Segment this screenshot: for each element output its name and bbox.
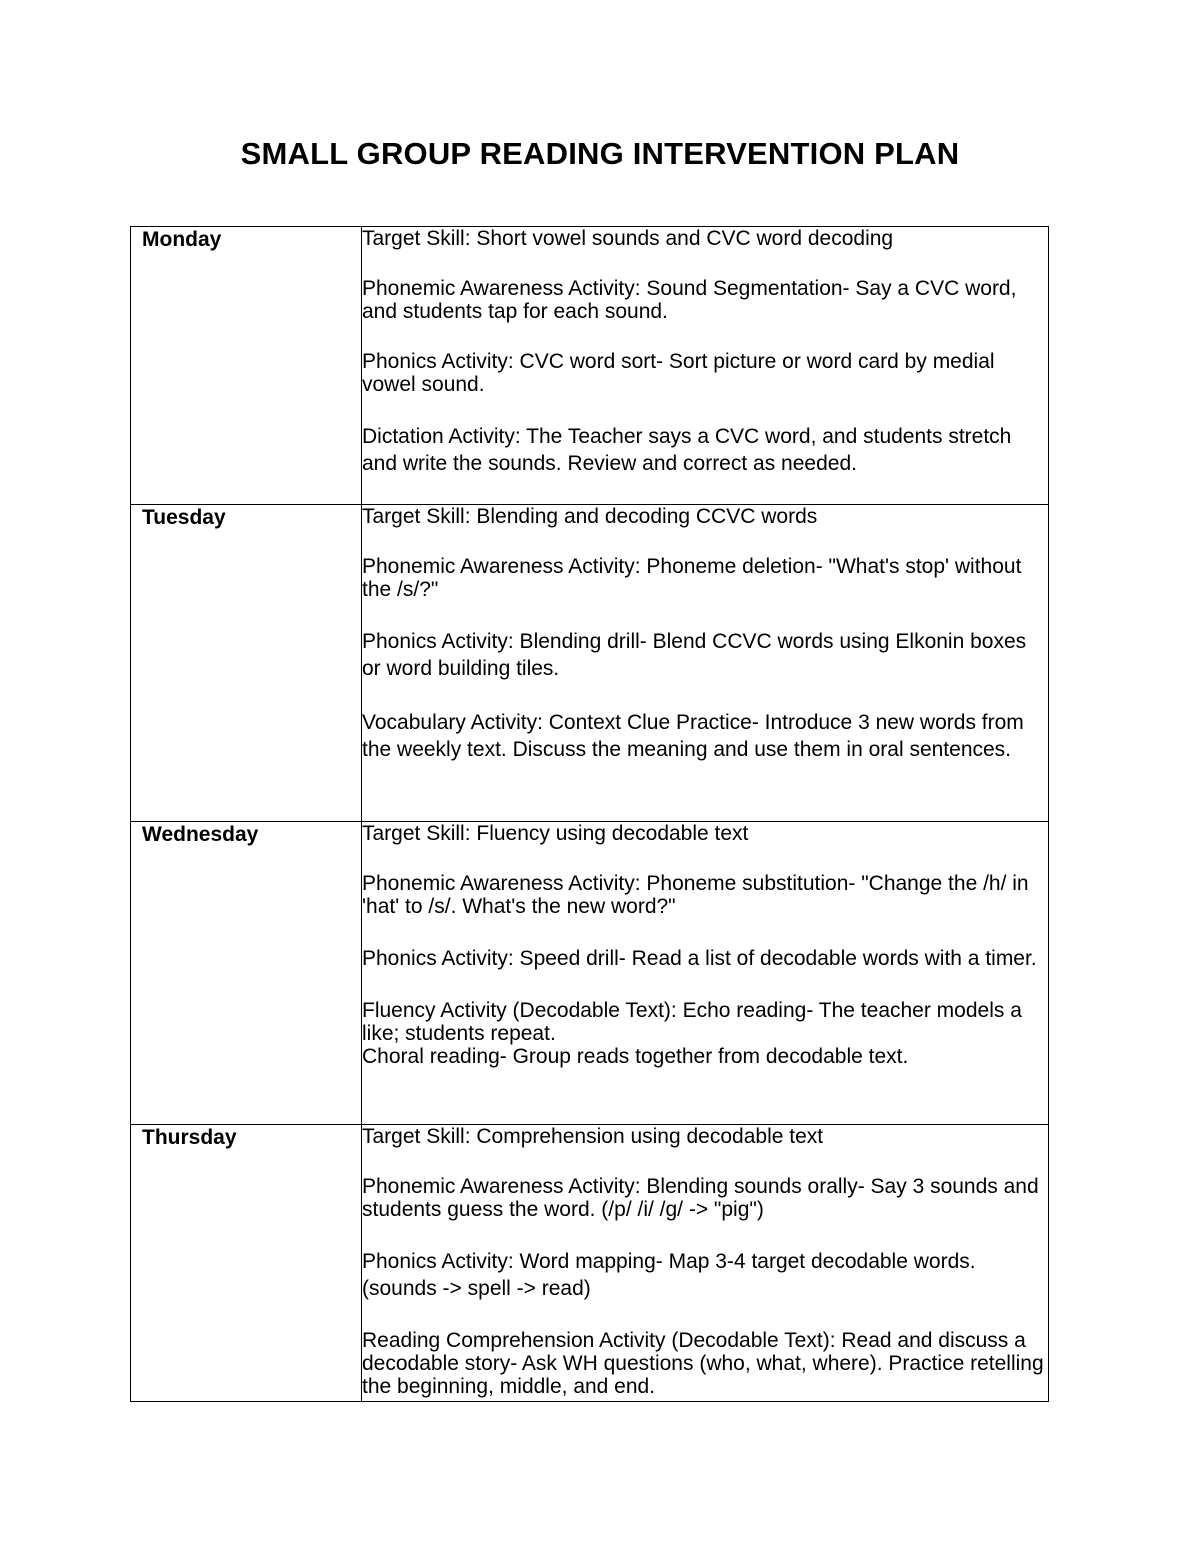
fluency-activity-text: Fluency Activity (Decodable Text): Echo reading- The teacher models a like; students repeat. — [362, 999, 1022, 1045]
choral-reading-text: Choral reading- Group reads together from decodable text. — [362, 1045, 909, 1068]
page-title: SMALL GROUP READING INTERVENTION PLAN — [240, 136, 960, 171]
day-cell — [131, 1125, 362, 1402]
reading-comprehension-text: Reading Comprehension Activity (Decodable Text): Read and discuss a decodable story- Ask WH questions (who, what, where). Practice retelling the beginning, middle, and end. — [362, 1329, 1044, 1398]
phonemic-awareness-text: Phonemic Awareness Activity: Phoneme deletion- "What's stop' without the /s/?" — [362, 555, 1022, 601]
target-skill-text: Target Skill: Fluency using decodable text — [362, 822, 749, 845]
table-row-thursday — [131, 1125, 1049, 1402]
target-skill-text: Target Skill: Blending and decoding CCVC words — [362, 505, 818, 528]
activities-cell — [362, 227, 1049, 505]
day-cell — [131, 227, 362, 505]
activities-cell — [362, 505, 1049, 822]
phonics-activity-text: Phonics Activity: Word mapping- Map 3-4 target decodable words. (sounds -> spell -> read) — [362, 1250, 976, 1300]
day-label-tuesday: Tuesday — [142, 506, 226, 529]
phonics-activity-text: Phonics Activity: Speed drill- Read a list of decodable words with a timer. — [362, 947, 1037, 970]
target-skill-text: Target Skill: Short vowel sounds and CVC word decoding — [362, 227, 894, 250]
phonemic-awareness-text: Phonemic Awareness Activity: Blending sounds orally- Say 3 sounds and students guess the word. (/p/ /i/ /g/ -> "pig") — [362, 1175, 1039, 1221]
table-row-tuesday — [131, 505, 1049, 822]
day-label-monday: Monday — [142, 228, 222, 251]
table-row-wednesday — [131, 822, 1049, 1125]
phonemic-awareness-text: Phonemic Awareness Activity: Phoneme substitution- "Change the /h/ in 'hat' to /s/. What's the new word?" — [362, 872, 1029, 918]
day-cell — [131, 505, 362, 822]
intervention-plan-table — [130, 226, 1049, 1402]
phonics-activity-text: Phonics Activity: Blending drill- Blend CCVC words using Elkonin boxes or word building tiles. — [362, 630, 1027, 680]
phonemic-awareness-text: Phonemic Awareness Activity: Sound Segmentation- Say a CVC word, and students tap for each sound. — [362, 277, 1017, 323]
dictation-activity-text: Dictation Activity: The Teacher says a CVC word, and students stretch and write the sounds. Review and correct as needed. — [362, 425, 1012, 475]
day-cell — [131, 822, 362, 1125]
day-label-wednesday: Wednesday — [142, 823, 259, 846]
activities-cell — [362, 822, 1049, 1125]
vocabulary-activity-text: Vocabulary Activity: Context Clue Practice- Introduce 3 new words from the weekly text. Discuss the meaning and use them in oral sentences. — [362, 711, 1024, 761]
day-label-thursday: Thursday — [142, 1126, 237, 1149]
phonics-activity-text: Phonics Activity: CVC word sort- Sort picture or word card by medial vowel sound. — [362, 350, 995, 396]
activities-cell — [362, 1125, 1049, 1402]
table-row-monday — [131, 227, 1049, 505]
target-skill-text: Target Skill: Comprehension using decodable text — [362, 1125, 824, 1148]
